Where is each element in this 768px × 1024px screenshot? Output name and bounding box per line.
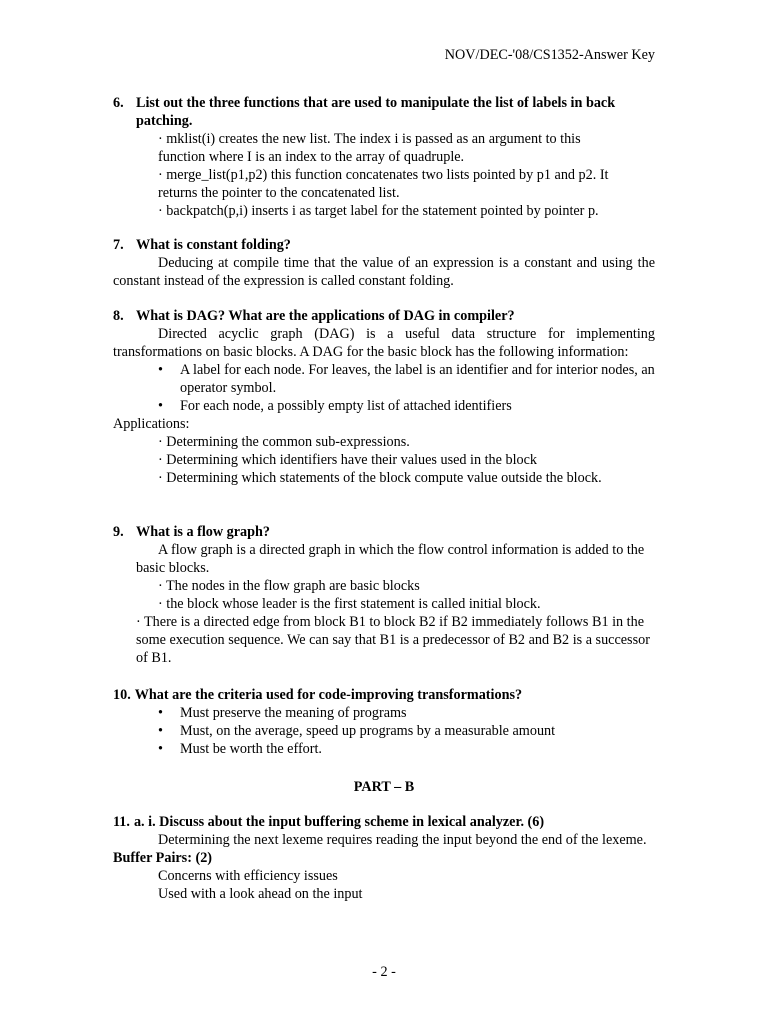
- bullet-icon: •: [158, 398, 163, 414]
- answer-paragraph: · There is a directed edge from block B1 to block B2 if B2 immediately follows B1 in the some execution sequence. We can say that B1 is a predecessor of B2 and B2 is a successor of B1.: [136, 614, 650, 666]
- answer-line: · mklist(i) creates the new list. The index i is passed as an argument to this: [158, 131, 581, 147]
- question-11: [113, 813, 655, 903]
- question-heading: [113, 307, 655, 325]
- answer-line: · the block whose leader is the first statement is called initial block.: [158, 596, 541, 612]
- bullet-text: Must be worth the effort.: [180, 741, 322, 757]
- bullet-text: For each node, a possibly empty list of attached identifiers: [180, 398, 512, 414]
- question-title: List out the three functions that are used to manipulate the list of labels in back patching.: [136, 95, 616, 129]
- question-title: What is a flow graph?: [136, 524, 271, 540]
- page-number: - 2 -: [372, 964, 396, 980]
- question-9: [113, 523, 655, 667]
- question-number: 10.: [113, 687, 131, 703]
- bullet-icon: •: [158, 723, 163, 739]
- question-number: 6.: [113, 95, 124, 111]
- bullet-icon: •: [158, 362, 163, 378]
- answer-paragraph: Directed acyclic graph (DAG) is a useful data structure for implementing transformations on basic blocks. A DAG for the basic block has the following information:: [113, 326, 655, 360]
- bullet-icon: •: [158, 705, 163, 721]
- bullet-icon: •: [158, 741, 163, 757]
- bullet-item: [113, 397, 655, 415]
- question-number: 8.: [113, 308, 124, 324]
- question-6: [113, 94, 655, 220]
- answer-line: · backpatch(p,i) inserts i as target label for the statement pointed by pointer p.: [158, 203, 599, 219]
- question-heading: [113, 686, 655, 704]
- bullet-item: [113, 722, 655, 740]
- answer-line: function where I is an index to the array of quadruple.: [158, 149, 465, 165]
- answer-paragraph: Deducing at compile time that the value of an expression is a constant and using the constant instead of the expression is called constant folding.: [113, 255, 655, 289]
- question-heading: [113, 523, 655, 541]
- section-heading-part-b: PART – B: [353, 779, 415, 795]
- question-7: [113, 236, 655, 290]
- bullet-text: Must preserve the meaning of programs: [180, 705, 407, 721]
- answer-line: Used with a look ahead on the input: [158, 886, 363, 902]
- question-heading: [113, 236, 655, 254]
- page-header: NOV/DEC-'08/CS1352-Answer Key: [444, 47, 655, 63]
- question-8: [113, 307, 655, 487]
- question-heading: [113, 813, 655, 831]
- question-number: 11.: [113, 814, 130, 830]
- question-title: What are the criteria used for code-improving transformations?: [134, 687, 523, 703]
- application-line: · Determining which statements of the block compute value outside the block.: [158, 470, 602, 486]
- answer-paragraph: A flow graph is a directed graph in which the flow control information is added to the basic blocks.: [136, 542, 645, 576]
- application-line: · Determining which identifiers have their values used in the block: [158, 452, 538, 468]
- applications-label: Applications:: [113, 416, 190, 432]
- answer-line: · merge_list(p1,p2) this function concatenates two lists pointed by p1 and p2. It: [158, 167, 609, 183]
- answer-line: · The nodes in the flow graph are basic blocks: [158, 578, 420, 594]
- question-number: 7.: [113, 237, 124, 253]
- answer-line: returns the pointer to the concatenated list.: [158, 185, 400, 201]
- question-title: What is constant folding?: [136, 237, 291, 253]
- question-title: a. i. Discuss about the input buffering scheme in lexical analyzer. (6): [133, 814, 545, 830]
- subsection-title: Buffer Pairs: (2): [113, 850, 213, 866]
- question-10: [113, 686, 655, 758]
- bullet-text: Must, on the average, speed up programs by a measurable amount: [180, 723, 556, 739]
- bullet-item: [113, 361, 655, 397]
- bullet-item: [113, 740, 655, 758]
- question-heading: [113, 94, 655, 130]
- question-number: 9.: [113, 524, 124, 540]
- answer-paragraph: Determining the next lexeme requires reading the input beyond the end of the lexeme.: [158, 832, 647, 848]
- answer-line: Concerns with efficiency issues: [158, 868, 338, 884]
- bullet-text: A label for each node. For leaves, the label is an identifier and for interior nodes, an operator symbol.: [180, 362, 655, 396]
- bullet-item: [113, 704, 655, 722]
- application-line: · Determining the common sub-expressions.: [158, 434, 410, 450]
- question-title: What is DAG? What are the applications of DAG in compiler?: [136, 308, 515, 324]
